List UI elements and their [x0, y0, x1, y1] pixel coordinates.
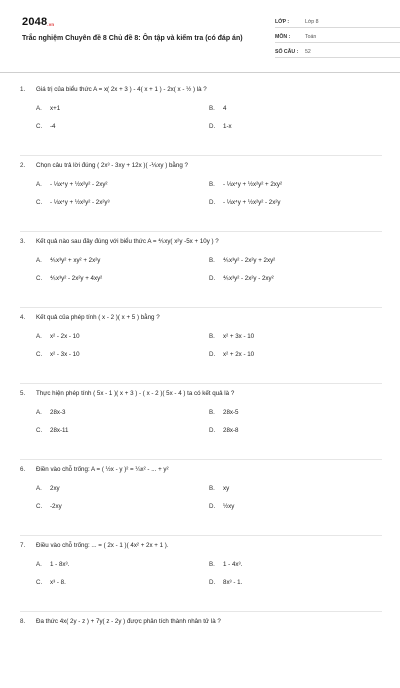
- question-text: Điều vào chỗ trống: ... = ( 2x - 1 )( 4x² + 2x + 1 ).: [36, 541, 169, 549]
- question-line: [20, 614, 382, 628]
- question-number: 8.: [20, 617, 26, 625]
- meta-key: SỐ CÂU :: [275, 49, 299, 55]
- question-number: 2.: [20, 161, 26, 169]
- question-list: [20, 80, 382, 688]
- answer-option[interactable]: [209, 482, 382, 494]
- logo-text: 2048: [22, 16, 48, 28]
- option-text: ⅘x³y² + xy² + 2x²y: [50, 256, 101, 264]
- option-letter: D.: [209, 502, 216, 510]
- answer-option[interactable]: [209, 330, 382, 342]
- answer-option[interactable]: [209, 196, 382, 208]
- question-number: 3.: [20, 237, 26, 245]
- answer-option[interactable]: [209, 558, 382, 570]
- question-item: [20, 386, 382, 460]
- question-item: [20, 158, 382, 232]
- answer-option[interactable]: [36, 406, 209, 418]
- answer-options: [20, 330, 382, 360]
- meta-key: LỚP :: [275, 19, 290, 25]
- answer-options: [20, 178, 382, 208]
- answer-option[interactable]: [209, 406, 382, 418]
- question-line: [20, 462, 382, 476]
- option-text: 1 - 4x³.: [223, 560, 243, 568]
- answer-option[interactable]: [36, 254, 209, 266]
- option-letter: D.: [209, 122, 216, 130]
- answer-options: [20, 558, 382, 588]
- answer-option[interactable]: [36, 330, 209, 342]
- meta-value: Lớp 8: [305, 19, 319, 25]
- question-text: Chọn câu trả lời đúng ( 2x³ - 3xy + 12x )( -⅙xy ) bằng ?: [36, 161, 188, 169]
- logo-suffix: .vn: [47, 22, 55, 27]
- question-text: Giá trị của biểu thức A = x( 2x + 3 ) - 4( x + 1 ) - 2x( x - ½ ) là ?: [36, 85, 207, 93]
- meta-row-subject: [275, 31, 400, 43]
- option-letter: D.: [209, 578, 216, 586]
- question-item: [20, 462, 382, 536]
- question-line: [20, 82, 382, 96]
- answer-option[interactable]: [209, 348, 382, 360]
- meta-value: 52: [305, 49, 311, 55]
- meta-key: MÔN :: [275, 34, 291, 40]
- option-letter: C.: [36, 198, 43, 206]
- question-line: [20, 234, 382, 248]
- question-item: [20, 310, 382, 384]
- option-letter: A.: [36, 180, 42, 188]
- option-text: ⅘x³y² - 2x²y - 2xy²: [223, 274, 274, 282]
- answer-options: [20, 254, 382, 284]
- answer-option[interactable]: [36, 576, 209, 588]
- answer-option[interactable]: [209, 254, 382, 266]
- option-text: - ⅓x⁴y + ½x²y² - 2xy²: [50, 180, 108, 188]
- option-letter: C.: [36, 122, 43, 130]
- question-text: Đa thức 4x( 2y - z ) + 7y( z - 2y ) được phân tích thành nhân tử là ?: [36, 617, 221, 625]
- meta-value: Toán: [305, 34, 317, 40]
- meta-row-class: [275, 16, 400, 28]
- question-line: [20, 158, 382, 172]
- option-letter: C.: [36, 578, 43, 586]
- option-text: - ⅓x⁴y + ½x²y² + 2xy²: [223, 180, 283, 188]
- option-letter: D.: [209, 198, 216, 206]
- option-letter: D.: [209, 350, 216, 358]
- option-text: 8x³ - 1.: [223, 578, 243, 586]
- answer-option[interactable]: [36, 178, 209, 190]
- option-text: 28x-8: [223, 426, 239, 434]
- option-text: 2xy: [50, 484, 60, 492]
- option-letter: D.: [209, 426, 216, 434]
- question-line: [20, 310, 382, 324]
- option-text: ⅘x³y² - 2x²y + 4xy²: [50, 274, 103, 282]
- option-text: - ⅓x⁴y + ½x²y² - 2x²y³: [50, 198, 110, 206]
- answer-option[interactable]: [209, 500, 382, 512]
- answer-option[interactable]: [36, 424, 209, 436]
- question-number: 6.: [20, 465, 26, 473]
- option-text: ½xy: [223, 502, 235, 510]
- answer-option[interactable]: [209, 576, 382, 588]
- question-text: Kết quả nào sau đây đúng với biểu thức A = ⅘xy( x²y -5x + 10y ) ?: [36, 237, 219, 245]
- header-divider: [0, 72, 400, 73]
- option-text: 28x-5: [223, 408, 239, 416]
- question-text: Thực hiện phép tính ( 5x - 1 )( x + 3 ) - ( x - 2 )( 5x - 4 ) ta có kết quả là ?: [36, 389, 235, 397]
- question-number: 7.: [20, 541, 26, 549]
- answer-option[interactable]: [209, 178, 382, 190]
- option-letter: C.: [36, 426, 43, 434]
- question-line: [20, 386, 382, 400]
- option-text: 4: [223, 104, 227, 112]
- option-letter: A.: [36, 484, 42, 492]
- option-letter: C.: [36, 502, 43, 510]
- page-header: [20, 10, 382, 72]
- meta-row-count: [275, 46, 400, 58]
- answer-option[interactable]: [36, 196, 209, 208]
- question-item: [20, 82, 382, 156]
- option-text: - ⅓x⁴y + ½x²y² - 2x²y: [223, 198, 281, 206]
- question-text: Kết quả của phép tính ( x - 2 )( x + 5 ) bằng ?: [36, 313, 160, 321]
- option-letter: A.: [36, 104, 42, 112]
- option-text: xy: [223, 484, 230, 492]
- option-text: x+1: [50, 104, 61, 112]
- option-letter: B.: [209, 180, 215, 188]
- question-item: [20, 538, 382, 612]
- answer-option[interactable]: [36, 120, 209, 132]
- question-item: [20, 234, 382, 308]
- option-letter: B.: [209, 484, 215, 492]
- answer-option[interactable]: [36, 272, 209, 284]
- option-letter: A.: [36, 256, 42, 264]
- answer-options: [20, 406, 382, 436]
- answer-option[interactable]: [209, 120, 382, 132]
- question-number: 4.: [20, 313, 26, 321]
- answer-option[interactable]: [36, 482, 209, 494]
- answer-option[interactable]: [36, 102, 209, 114]
- answer-option[interactable]: [209, 102, 382, 114]
- option-letter: A.: [36, 332, 42, 340]
- answer-option[interactable]: [209, 272, 382, 284]
- answer-option[interactable]: [36, 500, 209, 512]
- answer-option[interactable]: [36, 348, 209, 360]
- answer-option[interactable]: [36, 558, 209, 570]
- answer-options: [20, 482, 382, 512]
- option-text: x² - 2x - 10: [50, 332, 80, 340]
- question-line: [20, 538, 382, 552]
- option-letter: C.: [36, 350, 43, 358]
- option-text: 1 - 8x³.: [50, 560, 70, 568]
- site-logo[interactable]: [22, 16, 54, 28]
- option-text: 1-x: [223, 122, 232, 130]
- meta-info: [275, 16, 400, 61]
- option-letter: B.: [209, 408, 215, 416]
- option-text: 28x-11: [50, 426, 69, 434]
- option-letter: B.: [209, 332, 215, 340]
- option-text: x³ - 8.: [50, 578, 66, 586]
- option-text: x² + 3x - 10: [223, 332, 255, 340]
- option-letter: A.: [36, 408, 42, 416]
- option-letter: C.: [36, 274, 43, 282]
- option-letter: B.: [209, 560, 215, 568]
- page-title: Trắc nghiệm Chuyên đề 8 Chủ đề 8: Ôn tập và kiểm tra (có đáp án): [22, 35, 243, 42]
- question-item: [20, 614, 382, 688]
- option-text: -2xy: [50, 502, 62, 510]
- answer-option[interactable]: [209, 424, 382, 436]
- question-text: Điền vào chỗ trống: A = ( ½x - y )² = ¼x² - ... + y²: [36, 465, 169, 473]
- answer-options: [20, 102, 382, 132]
- question-number: 1.: [20, 85, 26, 93]
- option-text: x² + 2x - 10: [223, 350, 255, 358]
- question-number: 5.: [20, 389, 26, 397]
- option-letter: B.: [209, 256, 215, 264]
- option-letter: B.: [209, 104, 215, 112]
- option-letter: A.: [36, 560, 42, 568]
- option-text: ⅘x³y² - 2x²y + 2xy²: [223, 256, 276, 264]
- option-letter: D.: [209, 274, 216, 282]
- option-text: 28x-3: [50, 408, 66, 416]
- option-text: -4: [50, 122, 56, 130]
- option-text: x² - 3x - 10: [50, 350, 80, 358]
